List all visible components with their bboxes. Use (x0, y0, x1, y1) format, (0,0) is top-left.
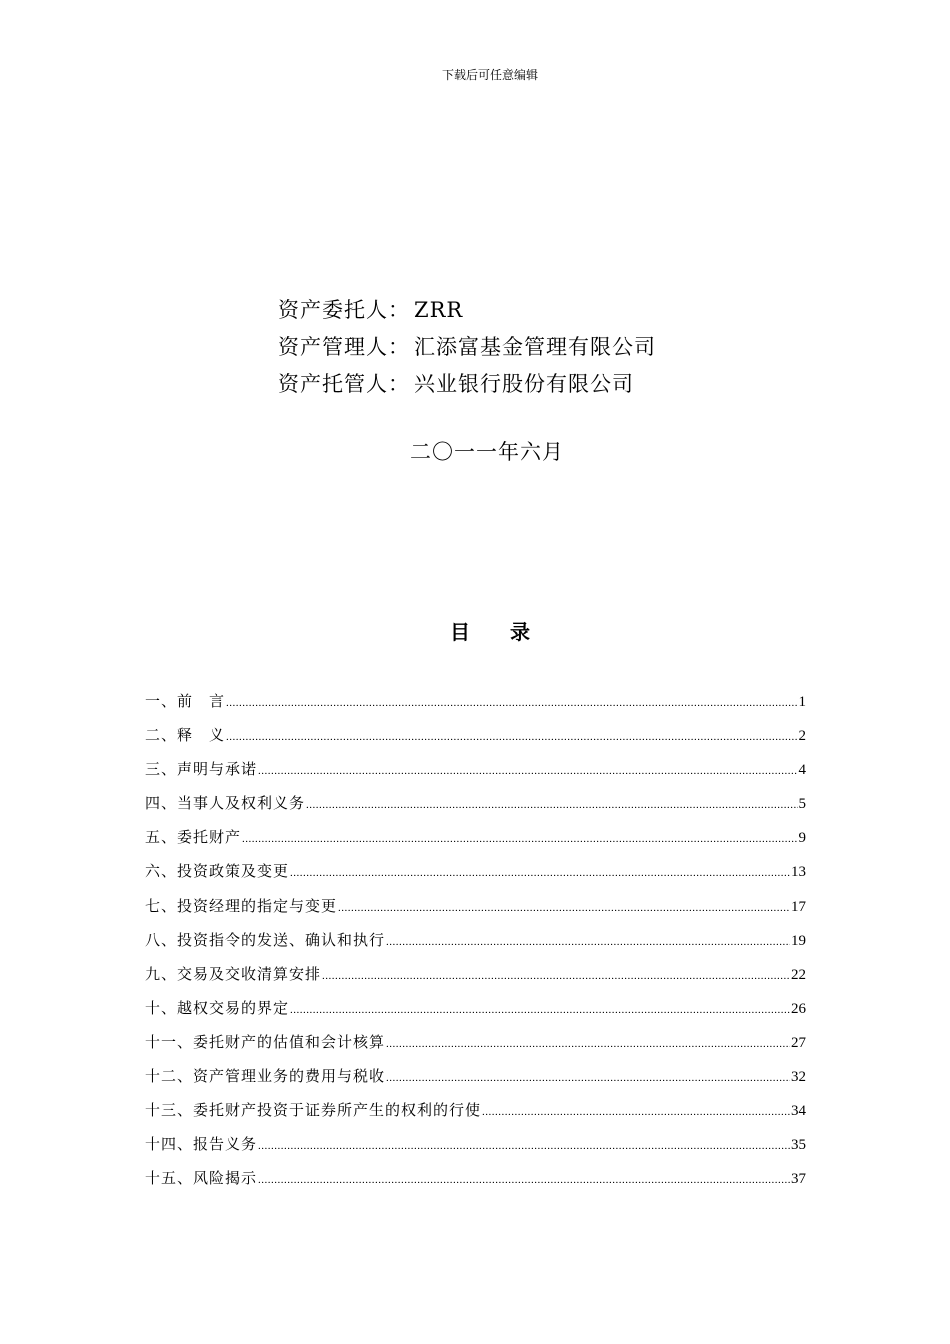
toc-item[interactable] (145, 690, 806, 724)
party-name: 汇添富基金管理有限公司 (414, 335, 656, 359)
toc-item-label: 一、前 言 (145, 692, 226, 710)
toc-item-label: 三、声明与承诺 (145, 760, 258, 779)
toc-leader-dots (386, 1033, 790, 1055)
toc-leader-dots (322, 965, 790, 987)
toc-item-label: 十五、风险揭示 (145, 1169, 258, 1188)
toc-leader-dots (258, 760, 797, 782)
toc-item-label: 六、投资政策及变更 (145, 862, 290, 881)
toc-item[interactable] (145, 1167, 806, 1201)
toc-item-label: 十三、委托财产投资于证券所产生的权利的行使 (145, 1101, 482, 1120)
toc-item-page: 26 (791, 1000, 806, 1017)
toc-item[interactable] (145, 1099, 806, 1133)
toc-item[interactable] (145, 963, 806, 997)
toc-item[interactable] (145, 895, 806, 929)
table-of-contents (145, 690, 806, 1201)
toc-item-page: 17 (791, 898, 806, 915)
toc-leader-dots (338, 897, 790, 919)
party-line-custodian (278, 366, 656, 403)
toc-item[interactable] (145, 860, 806, 894)
toc-item-label: 十二、资产管理业务的费用与税收 (145, 1067, 386, 1086)
toc-item-label: 五、委托财产 (145, 828, 242, 847)
toc-item-page: 27 (791, 1034, 806, 1051)
toc-leader-dots (386, 1067, 790, 1089)
toc-item-page: 1 (798, 694, 806, 710)
document-date: 二〇一一年六月 (410, 440, 564, 464)
toc-item-label: 十一、委托财产的估值和会计核算 (145, 1032, 386, 1051)
toc-item-label: 十四、报告义务 (145, 1135, 258, 1154)
toc-item[interactable] (145, 758, 806, 792)
toc-item[interactable] (145, 1133, 806, 1167)
toc-leader-dots (258, 1169, 790, 1191)
toc-leader-dots (306, 794, 797, 816)
toc-item[interactable] (145, 1065, 806, 1099)
toc-item[interactable] (145, 1031, 806, 1065)
party-role: 资产委托人： (278, 298, 410, 322)
toc-item-page: 35 (791, 1137, 806, 1154)
toc-item-page: 34 (791, 1103, 806, 1120)
toc-leader-dots (290, 999, 790, 1021)
toc-item-label: 二、释 义 (145, 726, 226, 745)
toc-item[interactable] (145, 826, 806, 860)
toc-item-label: 八、投资指令的发送、确认和执行 (145, 930, 386, 949)
toc-leader-dots (386, 931, 790, 953)
toc-leader-dots (290, 862, 790, 884)
party-name: 兴业银行股份有限公司 (414, 372, 634, 396)
toc-leader-dots (242, 828, 797, 850)
toc-item-page: 9 (798, 830, 806, 847)
toc-item-label: 七、投资经理的指定与变更 (145, 896, 338, 915)
toc-leader-dots (482, 1101, 790, 1123)
toc-item-label: 十、越权交易的界定 (145, 998, 290, 1017)
toc-leader-dots (226, 692, 797, 714)
party-name: ZRR (414, 298, 464, 322)
toc-leader-dots (226, 726, 797, 748)
parties-block (278, 292, 656, 403)
toc-item[interactable] (145, 792, 806, 826)
party-role: 资产管理人： (278, 335, 410, 359)
party-line-entrustor (278, 292, 656, 329)
toc-item[interactable] (145, 997, 806, 1031)
toc-item-page: 4 (798, 762, 806, 779)
party-role: 资产托管人： (278, 372, 410, 396)
toc-item-page: 2 (798, 728, 806, 745)
toc-item-label: 九、交易及交收清算安排 (145, 964, 322, 983)
toc-item[interactable] (145, 929, 806, 963)
toc-item-page: 22 (791, 966, 806, 983)
party-line-manager (278, 329, 656, 366)
toc-item-page: 5 (798, 796, 806, 813)
toc-leader-dots (258, 1135, 790, 1157)
toc-item-page: 19 (791, 932, 806, 949)
toc-item-page: 37 (791, 1171, 806, 1188)
toc-title: 目 录 (450, 620, 530, 644)
toc-item[interactable] (145, 724, 806, 758)
toc-item-page: 32 (791, 1069, 806, 1086)
toc-item-label: 四、当事人及权利义务 (145, 794, 306, 813)
header-note: 下载后可任意编辑 (441, 68, 538, 82)
toc-item-page: 13 (791, 864, 806, 881)
